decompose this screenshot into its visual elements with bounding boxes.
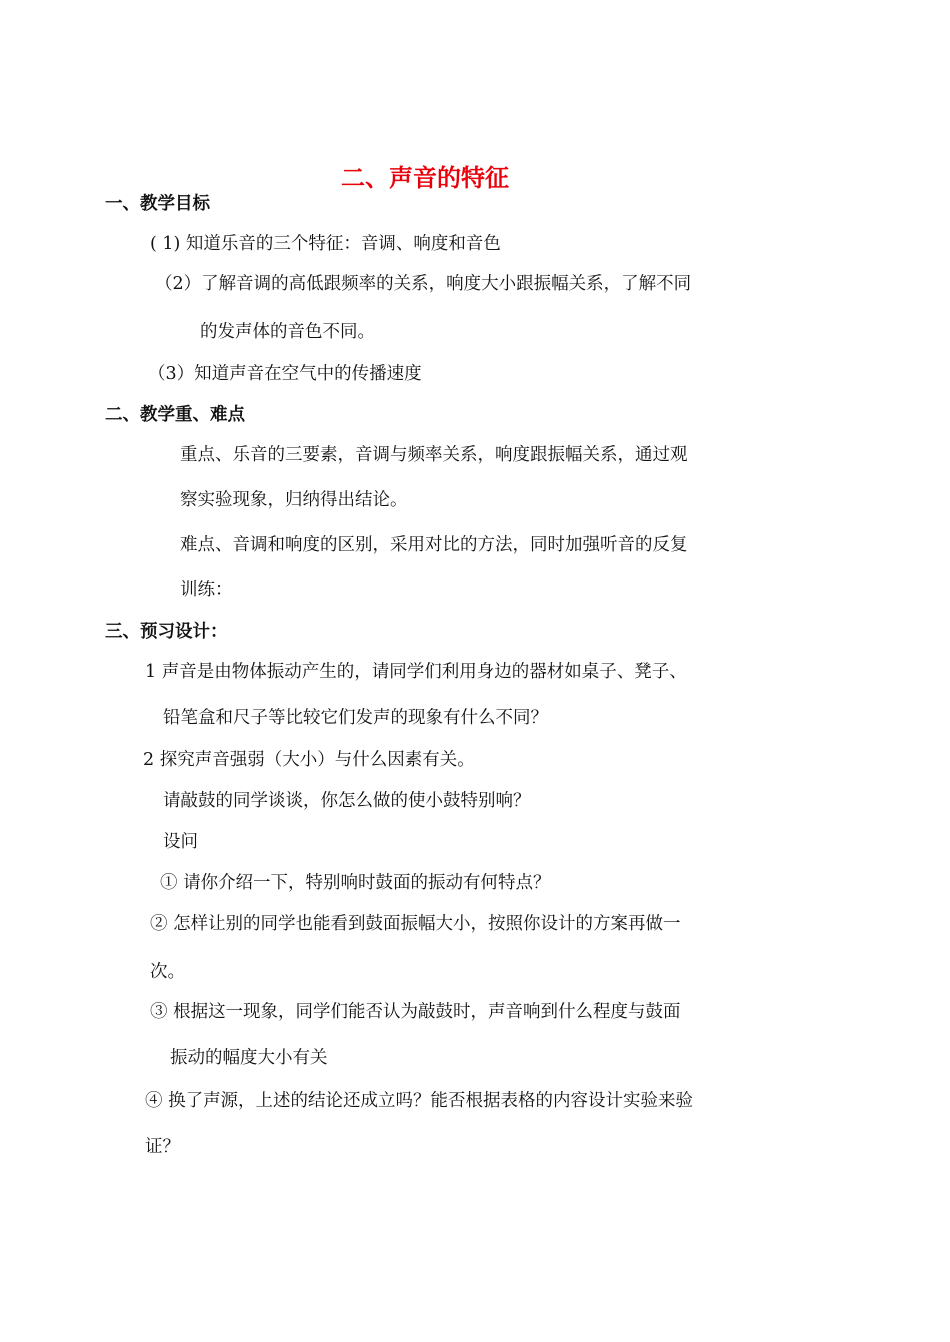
key-point-line-1: 重点、乐音的三要素，音调与频率关系，响度跟振幅关系，通过观	[180, 445, 688, 465]
section-heading-key-points: 二、教学重、难点	[105, 405, 245, 425]
page-title: 二、声音的特征	[341, 164, 509, 192]
section-heading-preview-design: 三、预习设计：	[105, 622, 228, 642]
sub-question-2-line-2: 次。	[150, 962, 185, 982]
sub-question-4-line-2: 证？	[145, 1137, 180, 1157]
difficulty-line-2: 训练：	[180, 580, 233, 600]
preview-question-2-prompt: 请敲鼓的同学谈谈，你怎么做的使小鼓特别响？	[163, 791, 531, 811]
sub-question-4-line-1: ④ 换了声源，上述的结论还成立吗？能否根据表格的内容设计实验来验	[145, 1091, 694, 1111]
preview-question-1-line-2: 铅笔盒和尺子等比较它们发声的现象有什么不同？	[163, 708, 548, 728]
section-heading-teaching-goals: 一、教学目标	[105, 194, 210, 214]
preview-question-2: 2 探究声音强弱（大小）与什么因素有关。	[143, 750, 475, 770]
difficulty-line-1: 难点、音调和响度的区别，采用对比的方法，同时加强听音的反复	[180, 535, 688, 555]
goal-item-2-line-2: 的发声体的音色不同。	[200, 322, 375, 342]
sub-question-1: ① 请你介绍一下，特别响时鼓面的振动有何特点？	[160, 873, 551, 893]
goal-item-2-line-1: （2）了解音调的高低跟频率的关系，响度大小跟振幅关系，了解不同	[155, 274, 692, 294]
key-point-line-2: 察实验现象，归纳得出结论。	[180, 490, 408, 510]
ask-label: 设问	[163, 832, 198, 852]
preview-question-1-line-1: 1 声音是由物体振动产生的，请同学们利用身边的器材如桌子、凳子、	[145, 662, 687, 682]
sub-question-2-line-1: ② 怎样让别的同学也能看到鼓面振幅大小，按照你设计的方案再做一	[150, 914, 681, 934]
sub-question-3-line-2: 振动的幅度大小有关	[170, 1048, 328, 1068]
goal-item-3: （3）知道声音在空气中的传播速度	[148, 364, 422, 384]
sub-question-3-line-1: ③ 根据这一现象，同学们能否认为敲鼓时，声音响到什么程度与鼓面	[150, 1002, 681, 1022]
goal-item-1: ( 1) 知道乐音的三个特征：音调、响度和音色	[150, 234, 501, 254]
